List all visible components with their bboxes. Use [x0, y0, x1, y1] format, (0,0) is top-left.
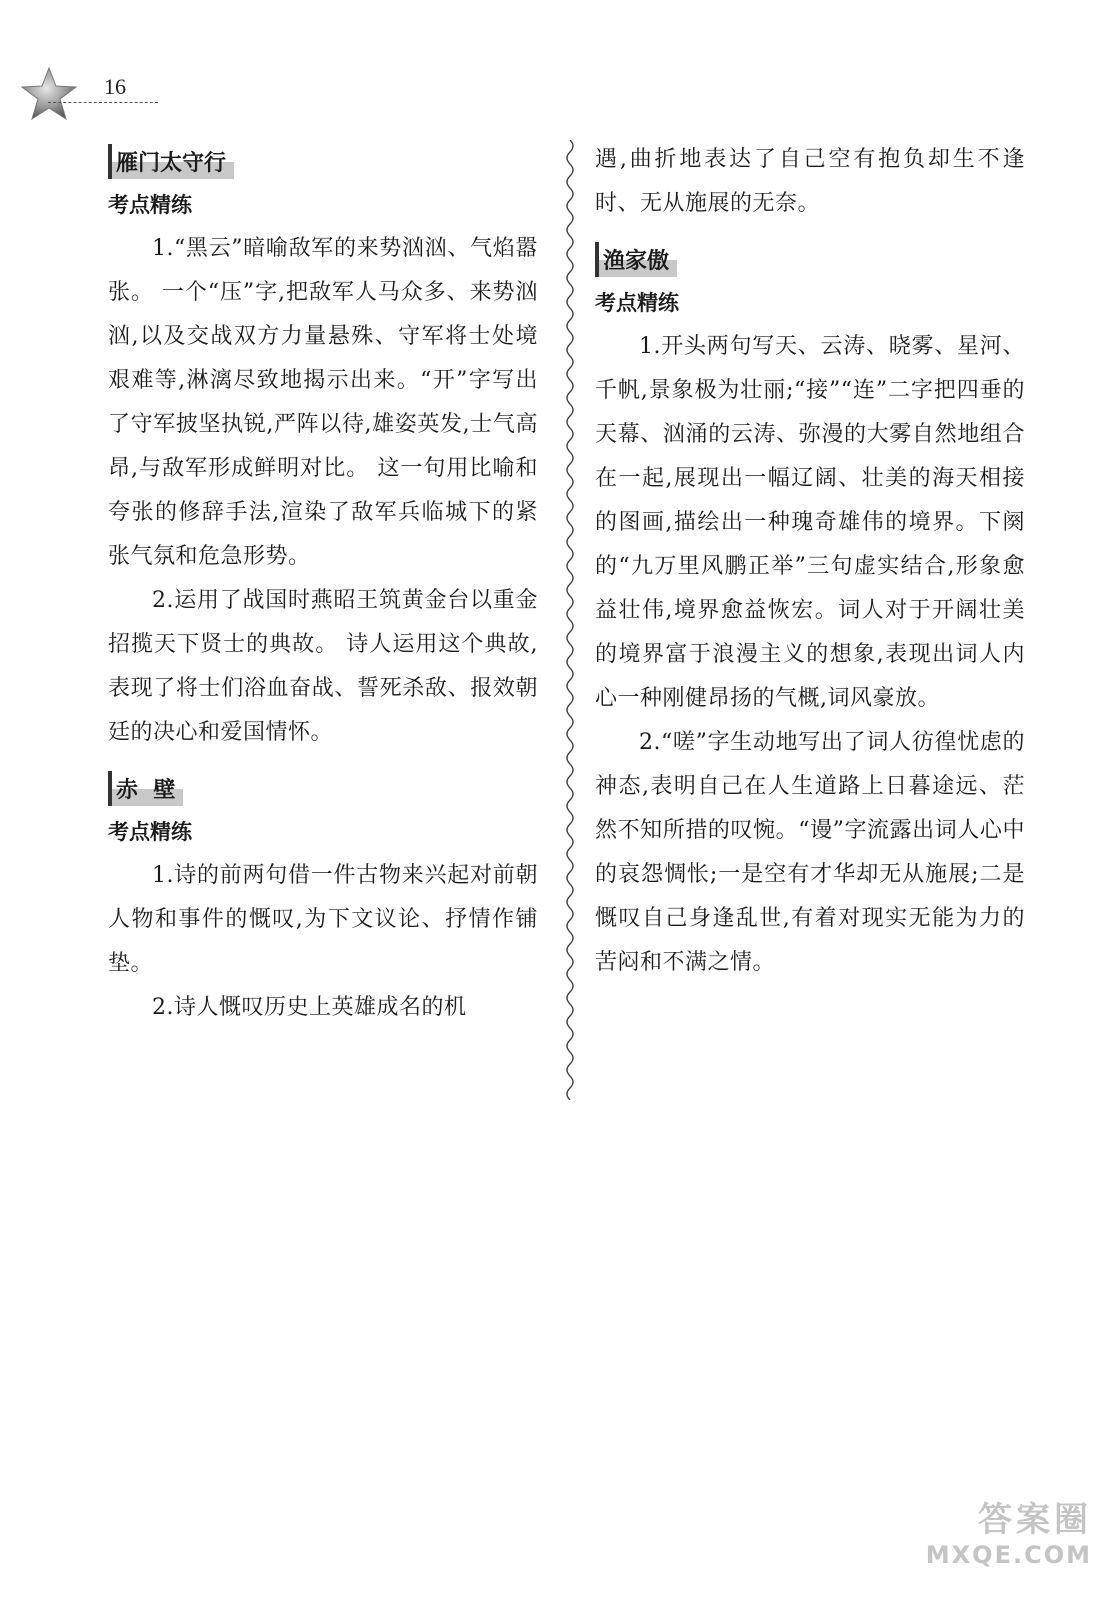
sub-heading-practice: 考点精练 — [108, 820, 192, 844]
star-icon — [20, 66, 78, 122]
answer-paragraph: 2.“嗟”字生动地写出了词人彷徨忧虑的神态,表明自己在人生道路上日暮途远、茫然不知所措的叹惋。“谩”字流露出词人心中的哀怨惆怅;一是空有才华却无从施展;二是慨叹自己身逢乱世,有着对现实无能为力的苦闷和不满之情。 — [595, 730, 1025, 975]
watermark-logo — [892, 1492, 1092, 1588]
answer-paragraph: 1.开头两句写天、云涛、晓雾、星河、千帆,景象极为壮丽;“接”“连”二字把四垂的天幕、汹涌的云涛、弥漫的大雾自然地组合在一起,展现出一幅辽阔、壮美的海天相接的图画,描绘出一种瑰奇雄伟的境界。下阕的“九万里风鹏正举”三句虚实结合,形象愈益壮伟,境界愈益恢宏。词人对于开阔壮美的境界富于浪漫主义的想象,表现出词人内心一种刚健昂扬的气概,词风豪放。 — [595, 334, 1025, 711]
watermark-url: MXQE.COM — [925, 1541, 1092, 1569]
page-number: 16 — [104, 74, 126, 99]
answer-paragraph: 2.运用了战国时燕昭王筑黄金台以重金招揽天下贤士的典故。 诗人运用这个典故,表现了将士们浴血奋战、誓死杀敌、报效朝廷的决心和爱国情怀。 — [108, 588, 538, 745]
column-divider — [561, 140, 579, 1100]
section-title-yanmen: 雁门太守行 — [108, 144, 234, 179]
answer-paragraph: 1.诗的前两句借一件古物来兴起对前朝人物和事件的慨叹,为下文议论、抒情作铺垫。 — [108, 863, 538, 976]
sub-heading-practice: 考点精练 — [108, 193, 192, 217]
section-title-chibi: 赤 壁 — [108, 771, 183, 806]
watermark-text: 答案圈 — [978, 1500, 1092, 1540]
answer-paragraph: 1.“黑云”暗喻敌军的来势汹汹、气焰嚣张。 一个“压”字,把敌军人马众多、来势汹汹,以及交战双方力量悬殊、守军将士处境艰难等,淋漓尽致地揭示出来。“开”字写出了守军披坚执锐,严阵以待,雄姿英发,士气高昂,与敌军形成鲜明对比。 这一句用比喻和夸张的修辞手法,渲染了敌军兵临城下的紧张气氛和危急形势。 — [108, 236, 538, 569]
answer-paragraph: 2.诗人慨叹历史上英雄成名的机 — [152, 995, 467, 1020]
sub-heading-practice: 考点精练 — [595, 291, 679, 315]
right-column — [595, 138, 1025, 985]
section-title-yujiaao: 渔家傲 — [595, 242, 677, 277]
continued-paragraph: 遇,曲折地表达了自己空有抱负却生不逢时、无从施展的无奈。 — [595, 147, 1025, 216]
header-rule — [48, 102, 158, 103]
left-column — [108, 138, 538, 1030]
